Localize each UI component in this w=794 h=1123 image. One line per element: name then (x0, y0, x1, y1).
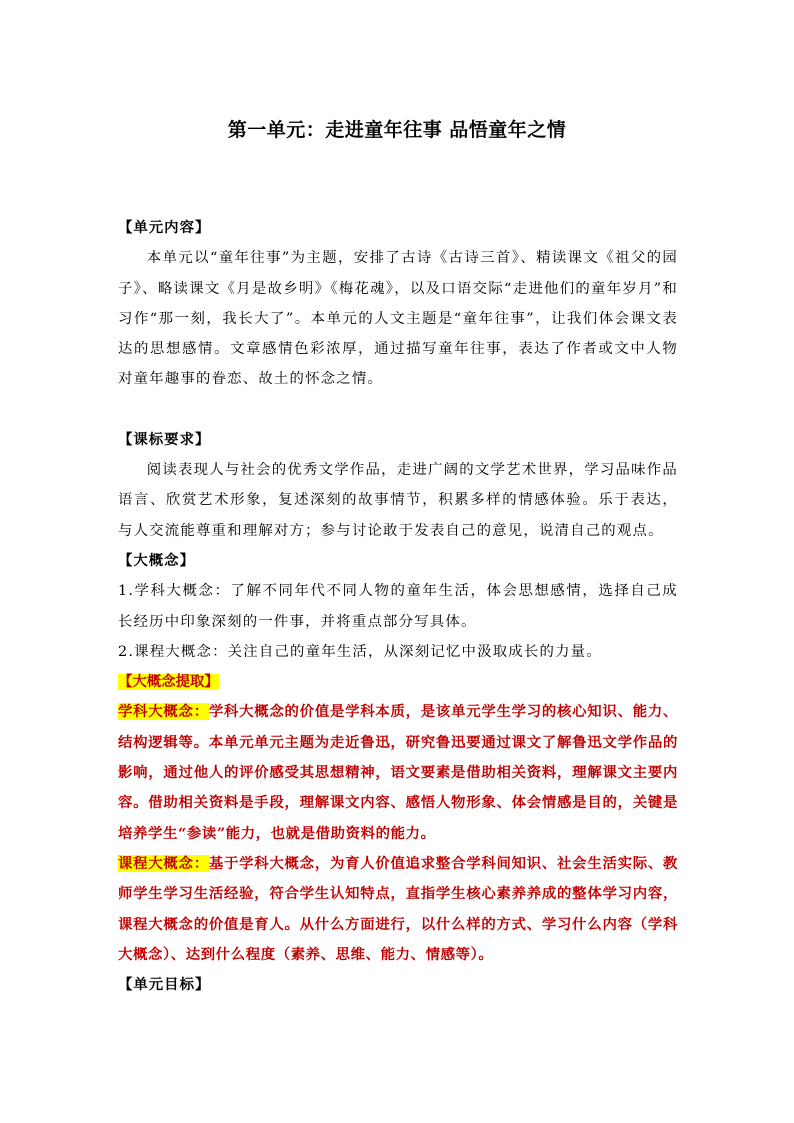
unit-goals-heading: 【单元目标】 (118, 977, 211, 994)
course-concept-label: 课程大概念： (118, 854, 209, 872)
big-concept-item-subject: 1.学科大概念：了解不同年代不同人物的童年生活，体会思想感情，选择自己成长经历中印象深刻的一件事，并将重点部分写具体。 (118, 583, 678, 630)
curriculum-paragraph: 阅读表现人与社会的优秀文学作品，走进广阔的文学艺术世界，学习品味作品语言、欣赏艺术形象，复述深刻的故事情节，积累多样的情感体验。乐于表达，与人交流能尊重和理解对方；参与讨论敢于发表自己的意见，说清自己的观点。 (118, 462, 678, 539)
unit-content-paragraph: 本单元以“童年往事”为主题，安排了古诗《古诗三首》、精读课文《祖父的园子》、略读课文《月是故乡明》《梅花魂》，以及口语交际“走进他们的童年岁月”和习作“那一刻，我长大了”。本单元的人文主题是“童年往事”，让我们体会课文表达的思想感情。文章感情色彩浓厚，通过描写童年往事，表达了作者或文中人物对童年趣事的眷恋、故土的怀念之情。 (118, 250, 678, 388)
big-concept-heading: 【大概念】 (118, 552, 195, 569)
subject-concept-label: 学科大概念： (118, 703, 209, 721)
extraction-heading: 【大概念提取】 (118, 674, 219, 691)
subject-concept-paragraph (118, 697, 678, 848)
course-concept-text: 基于学科大概念，为育人价值追求整合学科间知识、社会生活实际、教师学生学习生活经验，符合学生认知特点，直指学生核心素养养成的整体学习内容，课程大概念的价值是育人。从什么方面进行，以什么样的方式、学习什么内容（学科大概念）、达到什么程度（素养、思维、能力、情感等）。 (118, 854, 678, 963)
document-body (118, 213, 678, 1000)
extraction-heading-line (118, 667, 678, 697)
document-title: 第一单元：走进童年往事 品悟童年之情 (227, 119, 567, 141)
subject-concept-text: 学科大概念的价值是学科本质，是该单元学生学习的核心知识、能力、结构逻辑等。本单元单元主题为走近鲁迅，研究鲁迅要通过课文了解鲁迅文学作品的影响，通过他人的评价感受其思想精神，语文要素是借助相关资料，理解课文主要内容。借助相关资料是手段，理解课文内容、感悟人物形象、体会情感是目的，关键是培养学生“参读”能力，也就是借助资料的能力。 (118, 703, 678, 842)
curriculum-heading: 【课标要求】 (118, 431, 211, 448)
unit-content-heading: 【单元内容】 (118, 220, 211, 236)
course-concept-paragraph (118, 849, 678, 970)
big-concept-item-course: 2.课程大概念：关注自己的童年生活，从深刻记忆中汲取成长的力量。 (118, 643, 602, 660)
section-spacer (118, 395, 678, 425)
